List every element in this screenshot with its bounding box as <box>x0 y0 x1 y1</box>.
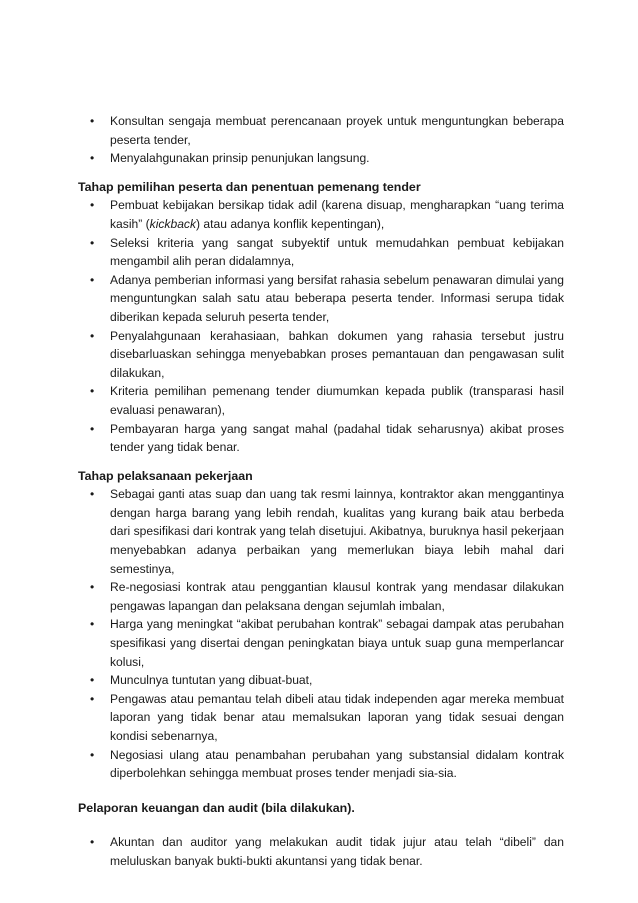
bullet-icon: • <box>90 151 95 166</box>
list-item: • Sebagai ganti atas suap dan uang tak resmi lainnya, kontraktor akan menggantinya dengan harga barang yang lebih rendah, kualitas yang kurang baik atau berbeda dari spesifikasi dari kontrak yang telah disetujui. Akibatnya, buruknya hasil pekerjaan menyebabkan adanya perbaikan yang memerlukan biaya lebih mahal dari semestinya, <box>90 487 564 576</box>
bullet-icon: • <box>90 198 95 213</box>
bullet-icon: • <box>90 272 95 287</box>
bullet-icon: • <box>90 235 95 250</box>
bullet-icon: • <box>90 421 95 436</box>
bullet-icon: • <box>90 384 95 399</box>
bullet-icon: • <box>90 617 95 632</box>
section-heading-financial-audit: Pelaporan keuangan dan audit (bila dilakukan). <box>78 800 355 815</box>
italic-term: kickback <box>149 216 197 231</box>
list-item: • Menyalahgunakan prinsip penunjukan langsung. <box>78 149 564 168</box>
bullet-icon: • <box>90 487 95 502</box>
section-heading-tender-selection: Tahap pemilihan peserta dan penentuan pemenang tender <box>78 179 421 194</box>
section-heading-work-execution: Tahap pelaksanaan pekerjaan <box>78 468 253 483</box>
bullet-icon: • <box>90 747 95 762</box>
tender-selection-list <box>78 196 564 456</box>
bullet-icon: • <box>90 673 95 688</box>
list-item: • Akuntan dan auditor yang melakukan audit tidak jujur atau telah “dibeli” dan meluluskan banyak bukti-bukti akuntansi yang tidak benar. <box>90 835 564 868</box>
list-item: • Negosiasi ulang atau penambahan perubahan yang substansial didalam kontrak diperbolehkan sehingga membuat proses tender menjadi sia-sia. <box>90 747 564 781</box>
bullet-icon: • <box>90 835 95 850</box>
financial-audit-list <box>78 833 564 870</box>
list-item: • Re-negosiasi kontrak atau penggantian klausul kontrak yang mendasar dilakukan pengawas lapangan dan pelaksana dengan sejumlah imbalan, <box>90 580 564 613</box>
bullet-icon: • <box>90 114 95 128</box>
list-item: • Pembuat kebijakan bersikap tidak adil (karena disuap, mengharapkan “uang terima kasih” (kickback) atau adanya konflik kepentingan), <box>90 198 564 231</box>
list-item: • Pengawas atau pemantau telah dibeli atau tidak independen agar mereka membuat laporan yang tidak benar atau memalsukan laporan yang tidak sesuai dengan kondisi sebenarnya, <box>90 691 564 743</box>
list-item: • Pembayaran harga yang sangat mahal (padahal tidak seharusnya) akibat proses tender yang tidak benar. <box>90 421 564 455</box>
list-item: • Seleksi kriteria yang sangat subyektif untuk memudahkan pembuat kebijakan mengambil alih peran didalamnya, <box>90 235 564 269</box>
bullet-icon: • <box>90 580 95 595</box>
list-item: • Adanya pemberian informasi yang bersifat rahasia sebelum penawaran dimulai yang menguntungkan salah satu atau beberapa peserta tender. Informasi serupa tidak diberikan kepada seluruh peserta tender, <box>90 272 564 324</box>
list-item: • Harga yang meningkat “akibat perubahan kontrak” sebagai dampak atas perubahan spesifikasi yang disertai dengan peningkatan biaya untuk suap guna memperlancar kolusi, <box>90 617 564 669</box>
bullet-icon: • <box>90 328 95 343</box>
list-item: • Kriteria pemilihan pemenang tender diumumkan kepada publik (transparasi hasil evaluasi penawaran), <box>90 384 564 417</box>
list-item: • Munculnya tuntutan yang dibuat-buat, <box>78 671 564 690</box>
intro-list <box>78 112 564 168</box>
bullet-icon: • <box>90 691 95 706</box>
work-execution-list <box>78 485 564 783</box>
list-item: • Penyalahgunaan kerahasiaan, bahkan dokumen yang rahasia tersebut justru disebarluaskan sehingga menyebabkan proses pemantauan dan pengawasan sulit dilakukan, <box>90 328 564 380</box>
list-item: • Konsultan sengaja membuat perencanaan proyek untuk menguntungkan beberapa peserta tender, <box>90 114 564 147</box>
